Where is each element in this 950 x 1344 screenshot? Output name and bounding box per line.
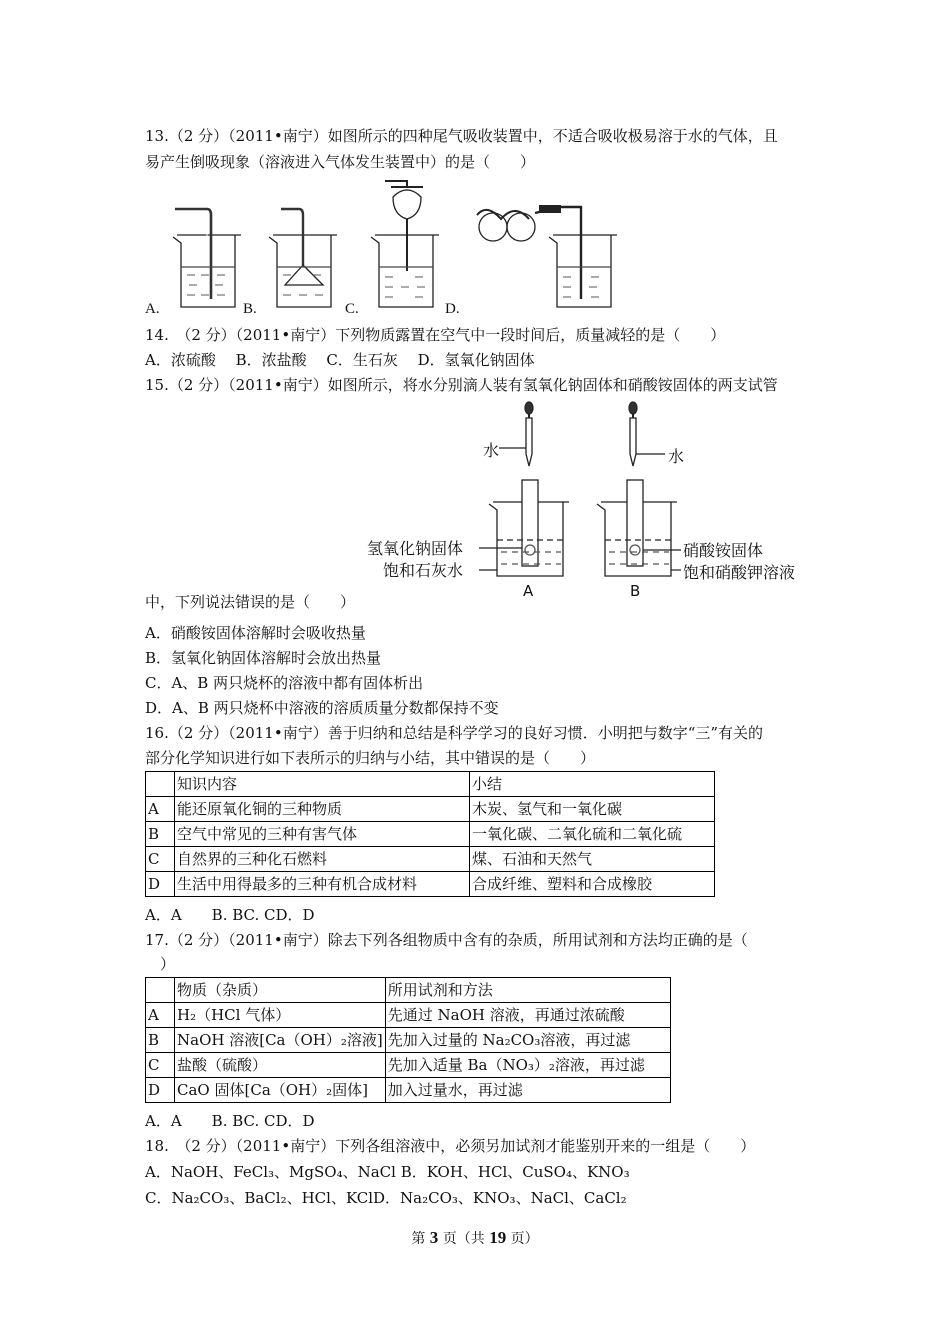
q15-dropper-left [499,402,533,466]
table-header-row [146,772,715,797]
table-cell: 能还原氧化铜的三种物质 [175,797,470,822]
q15-option-a: A．硝酸铵固体溶解时会吸收热量 [145,624,366,642]
q15-dissolution-figure [365,398,815,598]
table-cell: 空气中常见的三种有害气体 [175,822,470,847]
q15-stem-line2: 中，下列说法错误的是（ ） [145,593,356,611]
q13-apparatus-a [173,209,241,307]
table-cell: D [146,1078,175,1103]
footer-prefix: 第 [411,1231,426,1247]
table-row [146,872,715,897]
q15-label-naoh-solid: 氢氧化钠固体 [367,539,464,558]
table-cell: 先加入过量的 Na₂CO₃溶液，再过滤 [385,1028,670,1053]
table-cell: 先通过 NaOH 溶液，再通过浓硫酸 [385,1003,670,1028]
q14-stem: 14. （2 分）（2011•南宁）下列物质露置在空气中一段时间后，质量减轻的是（ ） [145,326,726,344]
q15-beaker-a-label: A [523,582,534,598]
footer-middle: 页（共 [442,1231,485,1247]
q15-label-kno3-solution: 饱和硝酸钾溶液 [683,563,796,582]
table-cell: 知识内容 [175,772,470,797]
table-cell: 小结 [470,772,715,797]
q15-option-c: C．A、B 两只烧杯的溶液中都有固体析出 [145,674,424,692]
q15-beaker-b [597,480,677,576]
table-cell: NaOH 溶液[Ca（OH）₂溶液] [175,1028,386,1053]
q18-stem: 18. （2 分）（2011•南宁）下列各组溶液中，必须另加试剂才能鉴别开来的一组是（ ） [145,1137,756,1155]
table-row [146,1078,671,1103]
q15-stem-line1: 15.（2 分）（2011•南宁）如图所示，将水分别滴人装有氢氧化钠固体和硝酸铵固体的两支试管 [145,376,778,394]
q15-label-limewater: 饱和石灰水 [383,561,464,580]
table-cell [146,978,175,1003]
table-cell: 物质（杂质） [175,978,386,1003]
q17-options: A．A B. BC. CD．D [145,1112,315,1130]
table-cell: 合成纤维、塑料和合成橡胶 [470,872,715,897]
table-row [146,797,715,822]
q13-option-c: C. [345,301,359,317]
table-cell: C [146,1053,175,1078]
footer-suffix: 页） [510,1231,539,1247]
q16-stem-line1: 16.（2 分）（2011•南宁）善于归纳和总结是科学学习的良好习惯．小明把与数字“三”有关的 [145,724,764,742]
q15-label-nh4no3-solid: 硝酸铵固体 [683,541,764,560]
q18-options-ab: A．NaOH、FeCl₃、MgSO₄、NaCl B．KOH、HCl、CuSO₄、KNO₃ [145,1163,630,1181]
table-cell: 先加入适量 Ba（NO₃）₂溶液，再过滤 [385,1053,670,1078]
q13-stem-line2: 易产生倒吸现象（溶液进入气体发生装置中）的是（ ） [145,153,536,171]
table-cell: 所用试剂和方法 [385,978,670,1003]
q13-option-a: A. [145,301,160,317]
table-cell: D [146,872,175,897]
q15-option-d: D．A、B 两只烧杯中溶液的溶质质量分数都保持不变 [145,699,499,717]
q16-options: A．A B. BC. CD．D [145,906,315,924]
q15-dropper-right [629,402,665,466]
q13-option-d: D. [445,301,460,317]
q15-water-label-left: 水 [483,441,500,460]
table-cell: 一氧化碳、二氧化硫和二氧化硫 [470,822,715,847]
table-cell: C [146,847,175,872]
table-row [146,1028,671,1053]
q14-options: A．浓硫酸 B．浓盐酸 C．生石灰 D．氢氧化钠固体 [145,351,535,369]
q17-reagent-table [145,977,671,1103]
table-row [146,822,715,847]
table-cell: B [146,822,175,847]
q15-beaker-b-label: B [630,582,641,598]
table-cell: A [146,797,175,822]
table-row [146,1053,671,1078]
table-cell: B [146,1028,175,1053]
table-row [146,847,715,872]
table-cell: 生活中用得最多的三种有机合成材料 [175,872,470,897]
q13-apparatus-b [269,209,337,307]
table-cell: 木炭、氢气和一氧化碳 [470,797,715,822]
table-cell: 加入过量水，再过滤 [385,1078,670,1103]
q15-water-label-right: 水 [668,447,685,466]
table-row [146,1003,671,1028]
table-cell: A [146,1003,175,1028]
q15-beaker-a [489,480,569,576]
table-cell: 自然界的三种化石燃料 [175,847,470,872]
q18-options-cd: C．Na₂CO₃、BaCl₂、HCl、KClD．Na₂CO₃、KNO₃、NaCl、CaCl₂ [145,1189,627,1207]
q13-apparatus-c [371,181,439,307]
page-total: 19 [489,1228,507,1247]
table-header-row [146,978,671,1003]
q13-apparatus-figure [145,175,625,320]
q17-stem-line2: ） [145,955,176,973]
q13-apparatus-d [477,205,617,307]
page-footer [0,1228,950,1248]
q15-option-b: B．氢氧化钠固体溶解时会放出热量 [145,649,382,667]
page-number: 3 [429,1228,439,1247]
q13-stem-line1: 13.（2 分）（2011•南宁）如图所示的四种尾气吸收装置中，不适合吸收极易溶于水的气体，且 [145,127,778,145]
q17-stem-line1: 17.（2 分）（2011•南宁）除去下列各组物质中含有的杂质，所用试剂和方法均正确的是（ [145,931,748,949]
q13-option-b: B. [243,301,257,317]
table-cell: CaO 固体[Ca（OH）₂固体] [175,1078,386,1103]
table-cell: 煤、石油和天然气 [470,847,715,872]
q16-stem-line2: 部分化学知识进行如下表所示的归纳与小结，其中错误的是（ ） [145,749,596,767]
table-cell: 盐酸（硫酸） [175,1053,386,1078]
table-cell [146,772,175,797]
table-cell: H₂（HCl 气体） [175,1003,386,1028]
q16-summary-table [145,771,715,897]
